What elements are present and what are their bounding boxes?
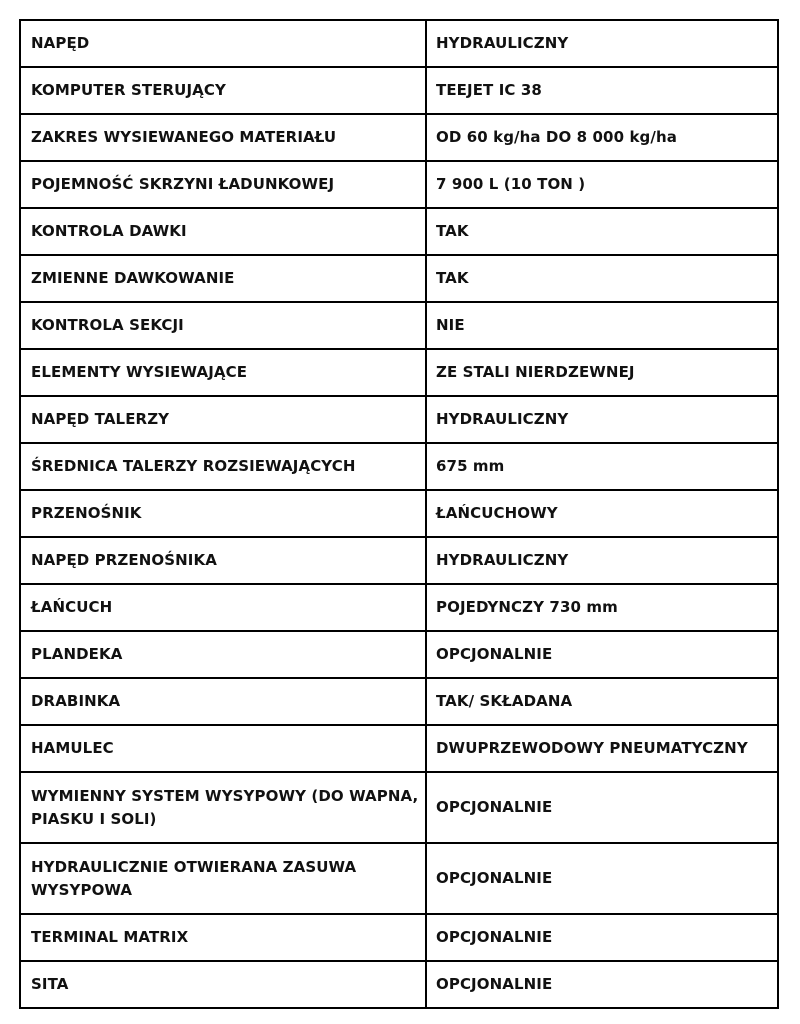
row-label: PLANDEKA — [20, 631, 426, 678]
row-value: OPCJONALNIE — [426, 843, 778, 914]
row-label: NAPĘD PRZENOŚNIKA — [20, 537, 426, 584]
table-row — [20, 678, 778, 725]
table-row — [20, 631, 778, 678]
table-row — [20, 161, 778, 208]
row-label: DRABINKA — [20, 678, 426, 725]
row-value: NIE — [426, 302, 778, 349]
table-row — [20, 537, 778, 584]
row-value: TAK/ SKŁADANA — [426, 678, 778, 725]
table-row — [20, 20, 778, 67]
row-label: NAPĘD — [20, 20, 426, 67]
table-row — [20, 67, 778, 114]
row-value: 675 mm — [426, 443, 778, 490]
row-label: SITA — [20, 961, 426, 1008]
table-row — [20, 114, 778, 161]
table-row — [20, 208, 778, 255]
row-value: OD 60 kg/ha DO 8 000 kg/ha — [426, 114, 778, 161]
row-label: ŁAŃCUCH — [20, 584, 426, 631]
row-label: HYDRAULICZNIE OTWIERANA ZASUWA WYSYPOWA — [20, 843, 426, 914]
row-label: POJEMNOŚĆ SKRZYNI ŁADUNKOWEJ — [20, 161, 426, 208]
table-row — [20, 772, 778, 843]
row-label: WYMIENNY SYSTEM WYSYPOWY (DO WAPNA, PIASKU I SOLI) — [20, 772, 426, 843]
row-label: KONTROLA DAWKI — [20, 208, 426, 255]
row-value: OPCJONALNIE — [426, 631, 778, 678]
row-label: PRZENOŚNIK — [20, 490, 426, 537]
row-value: ZE STALI NIERDZEWNEJ — [426, 349, 778, 396]
row-label: TERMINAL MATRIX — [20, 914, 426, 961]
row-value: TAK — [426, 255, 778, 302]
row-value: HYDRAULICZNY — [426, 537, 778, 584]
table-row — [20, 349, 778, 396]
row-label: KONTROLA SEKCJI — [20, 302, 426, 349]
row-value: OPCJONALNIE — [426, 772, 778, 843]
row-value: OPCJONALNIE — [426, 914, 778, 961]
row-value: DWUPRZEWODOWY PNEUMATYCZNY — [426, 725, 778, 772]
table-row — [20, 961, 778, 1008]
spec-table-body — [20, 20, 778, 1008]
table-row — [20, 584, 778, 631]
row-value: TAK — [426, 208, 778, 255]
row-value: OPCJONALNIE — [426, 961, 778, 1008]
row-label: HAMULEC — [20, 725, 426, 772]
table-row — [20, 843, 778, 914]
row-label: ZAKRES WYSIEWANEGO MATERIAŁU — [20, 114, 426, 161]
table-row — [20, 725, 778, 772]
row-label: ELEMENTY WYSIEWAJĄCE — [20, 349, 426, 396]
row-label: ZMIENNE DAWKOWANIE — [20, 255, 426, 302]
table-row — [20, 302, 778, 349]
row-value: HYDRAULICZNY — [426, 20, 778, 67]
row-value: HYDRAULICZNY — [426, 396, 778, 443]
table-row — [20, 255, 778, 302]
table-row — [20, 443, 778, 490]
table-row — [20, 396, 778, 443]
table-row — [20, 490, 778, 537]
row-value: TEEJET IC 38 — [426, 67, 778, 114]
row-value: 7 900 L (10 TON ) — [426, 161, 778, 208]
row-label: KOMPUTER STERUJĄCY — [20, 67, 426, 114]
spec-table — [19, 19, 779, 1009]
row-label: ŚREDNICA TALERZY ROZSIEWAJĄCYCH — [20, 443, 426, 490]
table-row — [20, 914, 778, 961]
row-value: POJEDYNCZY 730 mm — [426, 584, 778, 631]
row-label: NAPĘD TALERZY — [20, 396, 426, 443]
row-value: ŁAŃCUCHOWY — [426, 490, 778, 537]
